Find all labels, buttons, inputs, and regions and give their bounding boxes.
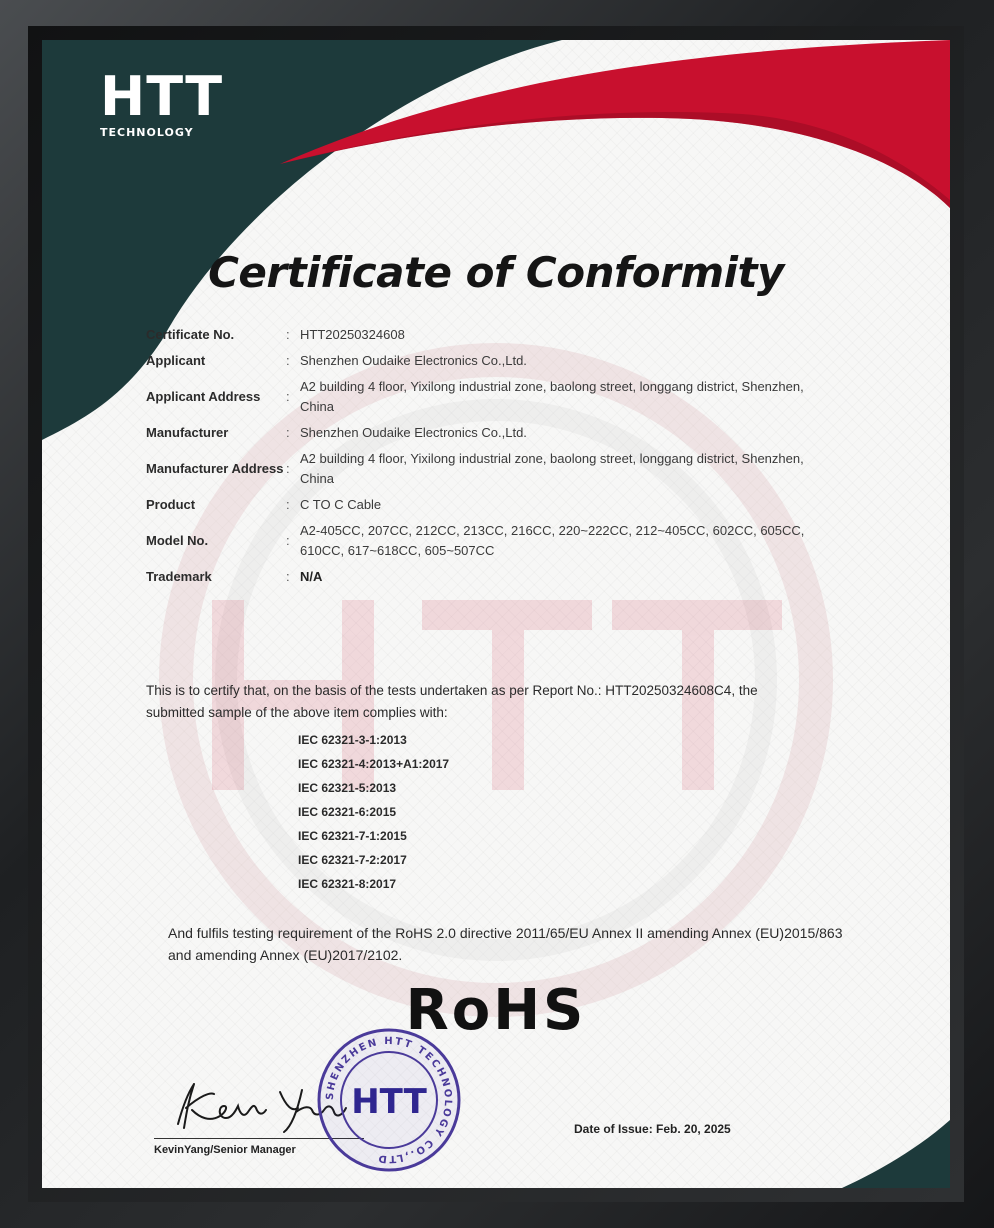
- field-value: A2 building 4 floor, Yixilong industrial zone, baolong street, longgang district, Shenzhen, China: [300, 379, 804, 414]
- standard-item: IEC 62321-8:2017: [298, 877, 397, 891]
- field-product: Product : C TO C Cable: [146, 495, 806, 515]
- standard-item: IEC 62321-7-1:2015: [298, 829, 407, 843]
- svg-text:SHENZHEN HTT TECHNOLOGY CO.,LT: SHENZHEN HTT TECHNOLOGY CO.,LTD: [324, 1035, 454, 1165]
- field-manufacturer: Manufacturer : Shenzhen Oudaike Electronics Co.,Ltd.: [146, 423, 806, 443]
- htt-logo: [100, 65, 224, 139]
- standards-list: [298, 728, 449, 896]
- field-applicant: Applicant : Shenzhen Oudaike Electronics Co.,Ltd.: [146, 351, 806, 371]
- company-seal: [314, 1025, 464, 1175]
- field-label: Applicant: [146, 353, 206, 368]
- rohs-mark: RoHS: [405, 978, 587, 1043]
- field-value: Shenzhen Oudaike Electronics Co.,Ltd.: [300, 353, 527, 368]
- field-model-no: Model No. : A2-405CC, 207CC, 212CC, 213CC, 216CC, 220~222CC, 212~405CC, 602CC, 605CC, 610CC, 617~618CC, 605~507CC: [146, 521, 806, 561]
- logo-subtext: TECHNOLOGY: [100, 126, 194, 139]
- field-manufacturer-address: Manufacturer Address : A2 building 4 floor, Yixilong industrial zone, baolong street, longgang district, Shenzhen, China: [146, 449, 806, 489]
- logo-text: HTT: [100, 65, 224, 128]
- field-label: Applicant Address: [146, 389, 261, 404]
- field-value: Shenzhen Oudaike Electronics Co.,Ltd.: [300, 425, 527, 440]
- standard-item: IEC 62321-6:2015: [298, 805, 397, 819]
- field-label: Trademark: [146, 569, 212, 584]
- field-value: A2-405CC, 207CC, 212CC, 213CC, 216CC, 220~222CC, 212~405CC, 602CC, 605CC, 610CC, 617~618CC, 605~507CC: [300, 523, 805, 558]
- field-value: C TO C Cable: [300, 497, 382, 512]
- standard-item: IEC 62321-3-1:2013: [298, 733, 407, 747]
- field-label: Manufacturer: [146, 425, 229, 440]
- footer-dark-corner: [842, 1120, 950, 1188]
- standard-item: IEC 62321-4:2013+A1:2017: [298, 757, 450, 771]
- field-label: Product: [146, 497, 196, 512]
- certificate-info-table: [146, 325, 806, 593]
- standard-item: IEC 62321-5:2013: [298, 781, 397, 795]
- field-label: Manufacturer Address: [146, 461, 284, 476]
- seal-text: HTT: [351, 1082, 427, 1122]
- standard-item: IEC 62321-7-2:2017: [298, 853, 407, 867]
- field-certificate-no: Certificate No. : HTT20250324608: [146, 325, 806, 345]
- field-trademark: Trademark : N/A: [146, 567, 806, 587]
- field-label: Certificate No.: [146, 327, 235, 342]
- signer-name: KevinYang/Senior Manager: [154, 1144, 296, 1156]
- field-value: A2 building 4 floor, Yixilong industrial zone, baolong street, longgang district, Shenzhen, China: [300, 451, 804, 486]
- field-label: Model No.: [146, 533, 209, 548]
- field-value: N/A: [300, 569, 323, 584]
- certificate-paper: [42, 40, 950, 1188]
- svg-text:Kevin Yang: Kevin Yang: [170, 1072, 176, 1073]
- field-value: HTT20250324608: [300, 327, 405, 342]
- certification-statement: This is to certify that, on the basis of the tests undertaken as per Report No.: HTT20250324608C4, the submitted sample of the above item complies with:: [146, 683, 758, 720]
- fulfillment-statement: And fulfils testing requirement of the RoHS 2.0 directive 2011/65/EU Annex II amending Annex (EU)2015/863 and amending Annex (EU)2017/2102.: [168, 925, 843, 963]
- certificate-title: Certificate of Conformity: [208, 248, 784, 297]
- date-of-issue: Date of Issue: Feb. 20, 2025: [574, 1122, 731, 1136]
- field-applicant-address: Applicant Address : A2 building 4 floor, Yixilong industrial zone, baolong street, longgang district, Shenzhen, China: [146, 377, 806, 417]
